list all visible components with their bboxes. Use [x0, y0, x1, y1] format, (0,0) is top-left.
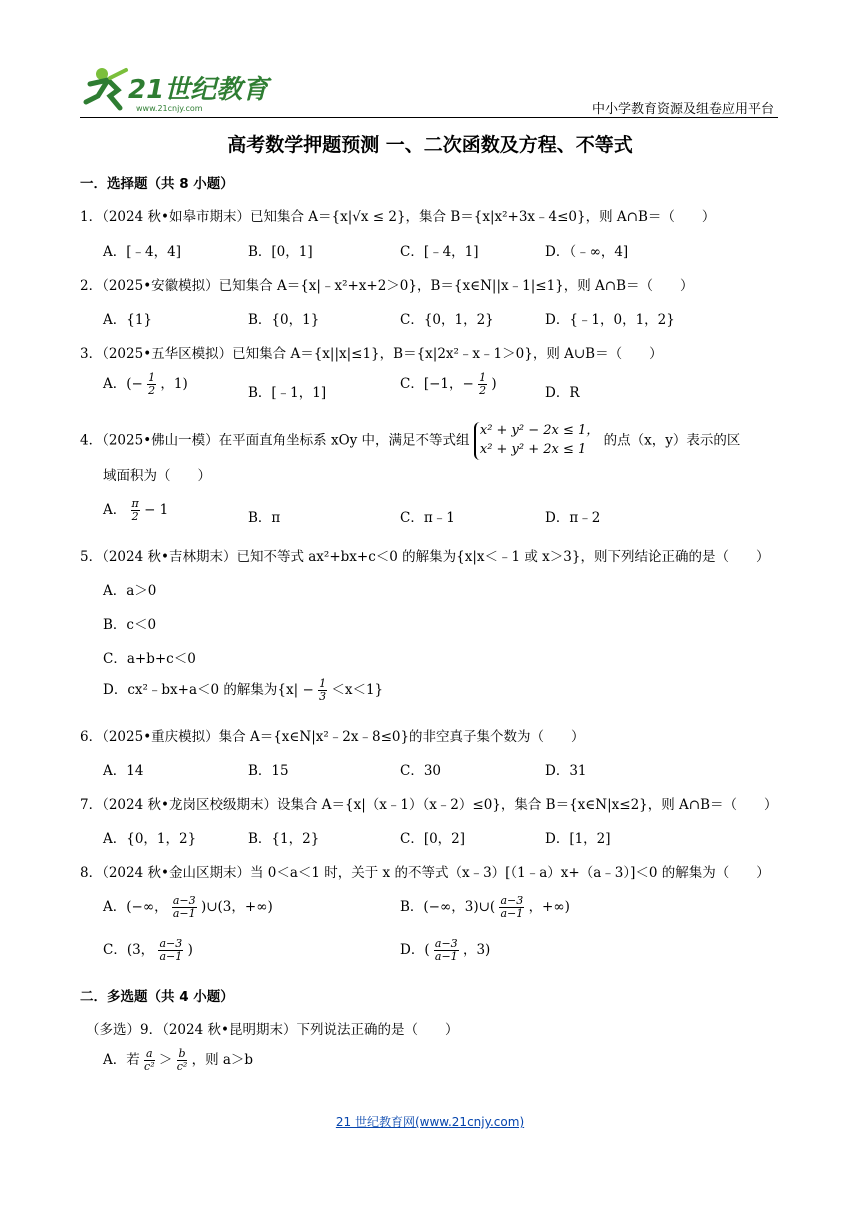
- question-5-option-d: D．cx²﹣bx+a＜0 的解集为{x| − $\frac{1}{3}$ ＜x＜1}: [103, 677, 384, 704]
- question-1-stem: 1．（2024 秋•如皋市期末）已知集合 A＝{x|√x ≤ 2}，集合 B＝{x|x²+3x﹣4≤0}，则 A∩B＝（ ）: [80, 209, 716, 225]
- question-2-option-a: A．{1}: [103, 312, 153, 328]
- fraction-pi-over-two: $\frac{\pi}{2}$: [131, 497, 139, 524]
- question-1-option-a: A．[﹣4，4]: [103, 244, 181, 260]
- fraction-one-third: $\frac{1}{3}$: [319, 677, 327, 704]
- section-heading-single-choice: 一．选择题（共 8 小题）: [80, 176, 234, 192]
- section-heading-multiple-choice: 二．多选题（共 4 小题）: [80, 989, 234, 1005]
- page-header: [80, 62, 778, 118]
- question-4-stem: 4．（2025•佛山一模）在平面直角坐标系 xOy 中，满足不等式组 x² + y² − 2x ≤ 1， x² + y² + 2x ≤ 1 的点（x，y）表示的区: [80, 422, 740, 460]
- question-2-stem: 2．（2025•安徽模拟）已知集合 A＝{x|﹣x²+x+2＞0}，B＝{x∈N||x﹣1|≤1}，则 A∩B＝（ ）: [80, 278, 694, 294]
- question-2-option-b: B．{0，1}: [248, 312, 320, 328]
- fraction-a-minus-3-over-a-minus-1: $\frac{a-3}{a-1}$: [172, 894, 196, 921]
- question-7-option-b: B．{1，2}: [248, 831, 320, 847]
- question-4-option-a: A． $\frac{\pi}{2}$ − 1: [103, 497, 169, 524]
- question-6-option-d: D．31: [545, 763, 587, 779]
- fraction-a-minus-3-over-a-minus-1: $\frac{a-3}{a-1}$: [434, 937, 458, 964]
- question-6-option-c: C．30: [400, 763, 442, 779]
- logo-21cnjy: [80, 62, 269, 116]
- question-7-stem: 7．（2024 秋•龙岗区校级期末）设集合 A＝{x|（x﹣1）（x﹣2）≤0}，集合 B＝{x∈N|x≤2}，则 A∩B＝（ ）: [80, 797, 778, 813]
- question-8-option-c: C．(3， $\frac{a-3}{a-1}$ ): [103, 937, 193, 964]
- question-8-stem: 8．（2024 秋•金山区期末）当 0＜a＜1 时，关于 x 的不等式（x﹣3）[（1﹣a）x+（a﹣3）]＜0 的解集为（ ）: [80, 865, 770, 881]
- svg-text:21世纪教育: 21世纪教育: [128, 75, 269, 105]
- question-3-stem: 3．（2025•五华区模拟）已知集合 A＝{x||x|≤1}，B＝{x|2x²﹣x﹣1＞0}，则 A∪B＝（ ）: [80, 346, 663, 362]
- question-1-option-c: C．[﹣4，1]: [400, 244, 479, 260]
- question-1-option-d: D．（﹣∞，4]: [545, 244, 629, 260]
- fraction-one-half: $\frac{1}{2}$: [148, 371, 156, 398]
- question-4-option-b: B．π: [248, 510, 281, 526]
- header-divider: [80, 117, 778, 118]
- question-4-stem-line2: 域面积为（ ）: [103, 468, 211, 484]
- svg-text:www.21cnjy.com: www.21cnjy.com: [136, 104, 203, 113]
- question-2-option-c: C．{0，1，2}: [400, 312, 494, 328]
- question-1-option-b: B．[0，1]: [248, 244, 313, 260]
- question-6-option-a: A．14: [103, 763, 144, 779]
- question-6-option-b: B．15: [248, 763, 289, 779]
- fraction-a-minus-3-over-a-minus-1: $\frac{a-3}{a-1}$: [500, 894, 524, 921]
- question-4-option-d: D．π﹣2: [545, 510, 601, 526]
- question-8-option-d: D．( $\frac{a-3}{a-1}$ ，3): [400, 937, 491, 964]
- question-3-option-c: C．[−1，− $\frac{1}{2}$ ): [400, 371, 497, 398]
- footer-link[interactable]: 21 世纪教育网(www.21cnjy.com): [335, 1115, 525, 1129]
- question-7-option-a: A．{0，1，2}: [103, 831, 197, 847]
- question-8-option-a: A．(−∞， $\frac{a-3}{a-1}$ )∪(3，+∞): [103, 894, 273, 921]
- platform-name: 中小学教育资源及组卷应用平台: [591, 102, 774, 117]
- fraction-a-minus-3-over-a-minus-1: $\frac{a-3}{a-1}$: [159, 937, 183, 964]
- question-3-option-a: A．(− $\frac{1}{2}$ ，1): [103, 371, 188, 398]
- question-4-option-c: C．π﹣1: [400, 510, 455, 526]
- question-7-option-d: D．[1，2]: [545, 831, 611, 847]
- question-3-option-d: D．R: [545, 385, 580, 401]
- fraction-a-over-c-squared: $\frac{a}{\text{c²}}$: [144, 1047, 155, 1074]
- question-2-option-d: D．{﹣1，0，1，2}: [545, 312, 675, 328]
- question-5-option-b: B．c＜0: [103, 617, 157, 633]
- page-title: 高考数学押题预测 一、二次函数及方程、不等式: [227, 134, 633, 156]
- question-6-stem: 6．（2025•重庆模拟）集合 A＝{x∈N|x²﹣2x﹣8≤0}的非空真子集个数为（ ）: [80, 729, 585, 745]
- question-5-option-a: A．a＞0: [103, 583, 157, 599]
- question-8-option-b: B．(−∞，3)∪( $\frac{a-3}{a-1}$ ，+∞): [400, 894, 570, 921]
- question-3-option-b: B．[﹣1，1]: [248, 385, 327, 401]
- fraction-one-half: $\frac{1}{2}$: [479, 371, 487, 398]
- inequality-system: x² + y² − 2x ≤ 1， x² + y² + 2x ≤ 1: [474, 422, 599, 460]
- fraction-b-over-c-squared: $\frac{b}{\text{c²}}$: [176, 1047, 188, 1074]
- question-5-option-c: C．a+b+c＜0: [103, 651, 196, 667]
- question-9-stem: （多选）9．（2024 秋•昆明期末）下列说法正确的是（ ）: [86, 1022, 459, 1038]
- question-5-stem: 5．（2024 秋•吉林期末）已知不等式 ax²+bx+c＜0 的解集为{x|x＜﹣1 或 x＞3}，则下列结论正确的是（ ）: [80, 549, 770, 565]
- question-7-option-c: C．[0，2]: [400, 831, 466, 847]
- question-9-option-a: A．若 $\frac{a}{\text{c²}}$ ＞ $\frac{b}{\text{c²}}$ ，则 a＞b: [103, 1047, 254, 1074]
